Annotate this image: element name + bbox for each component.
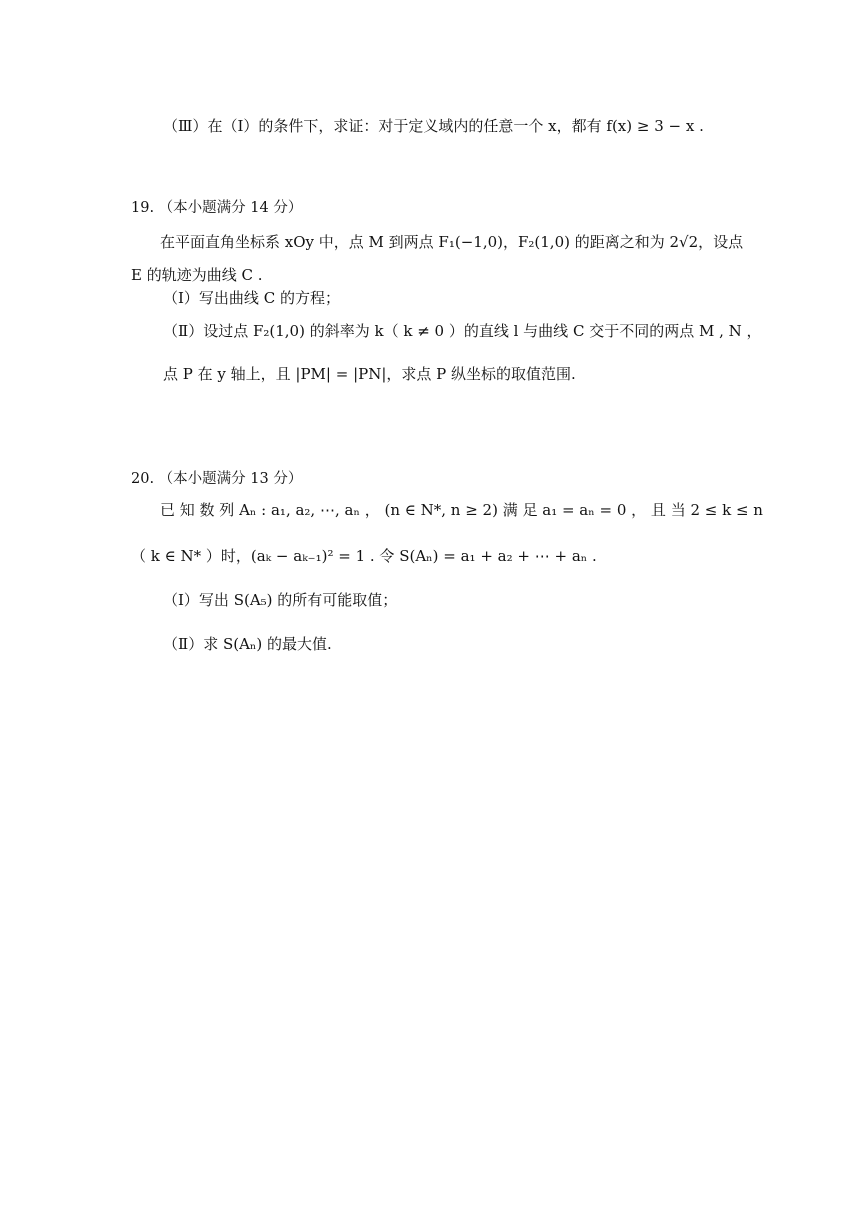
question-19-part-2-line-2: 点 P 在 y 轴上，且 |PM| = |PN|，求点 P 纵坐标的取值范围.	[163, 365, 576, 383]
question-18-part-3: （Ⅲ）在（Ⅰ）的条件下，求证：对于定义域内的任意一个 x，都有 f(x) ≥ 3 − x .	[163, 117, 704, 135]
question-20-part-2: （Ⅱ）求 S(Aₙ) 的最大值.	[163, 635, 332, 653]
question-19-heading: 19. （本小题满分 14 分）	[131, 200, 303, 216]
question-20-stem-line-2: （ k ∈ N* ）时，(aₖ − aₖ₋₁)² = 1 . 令 S(Aₙ) = a₁ + a₂ + ⋯ + aₙ .	[131, 547, 597, 565]
question-20-stem-line-1: 已 知 数 列 Aₙ : a₁, a₂, ⋯, aₙ ， (n ∈ N*, n ≥ 2) 满 足 a₁ = aₙ = 0 ， 且 当 2 ≤ k ≤ n	[160, 501, 763, 519]
question-19-stem-line-2: E 的轨迹为曲线 C .	[131, 266, 263, 284]
question-19-part-1: （Ⅰ）写出曲线 C 的方程；	[163, 289, 340, 307]
question-20-part-1: （Ⅰ）写出 S(A₅) 的所有可能取值；	[163, 591, 398, 609]
question-19-part-2-line-1: （Ⅱ）设过点 F₂(1,0) 的斜率为 k（ k ≠ 0 ）的直线 l 与曲线 C 交于不同的两点 M , N ，	[163, 322, 762, 340]
question-19-stem-line-1: 在平面直角坐标系 xOy 中，点 M 到两点 F₁(−1,0)，F₂(1,0) 的距离之和为 2√2，设点	[160, 233, 744, 251]
question-20-heading: 20. （本小题满分 13 分）	[131, 471, 303, 487]
